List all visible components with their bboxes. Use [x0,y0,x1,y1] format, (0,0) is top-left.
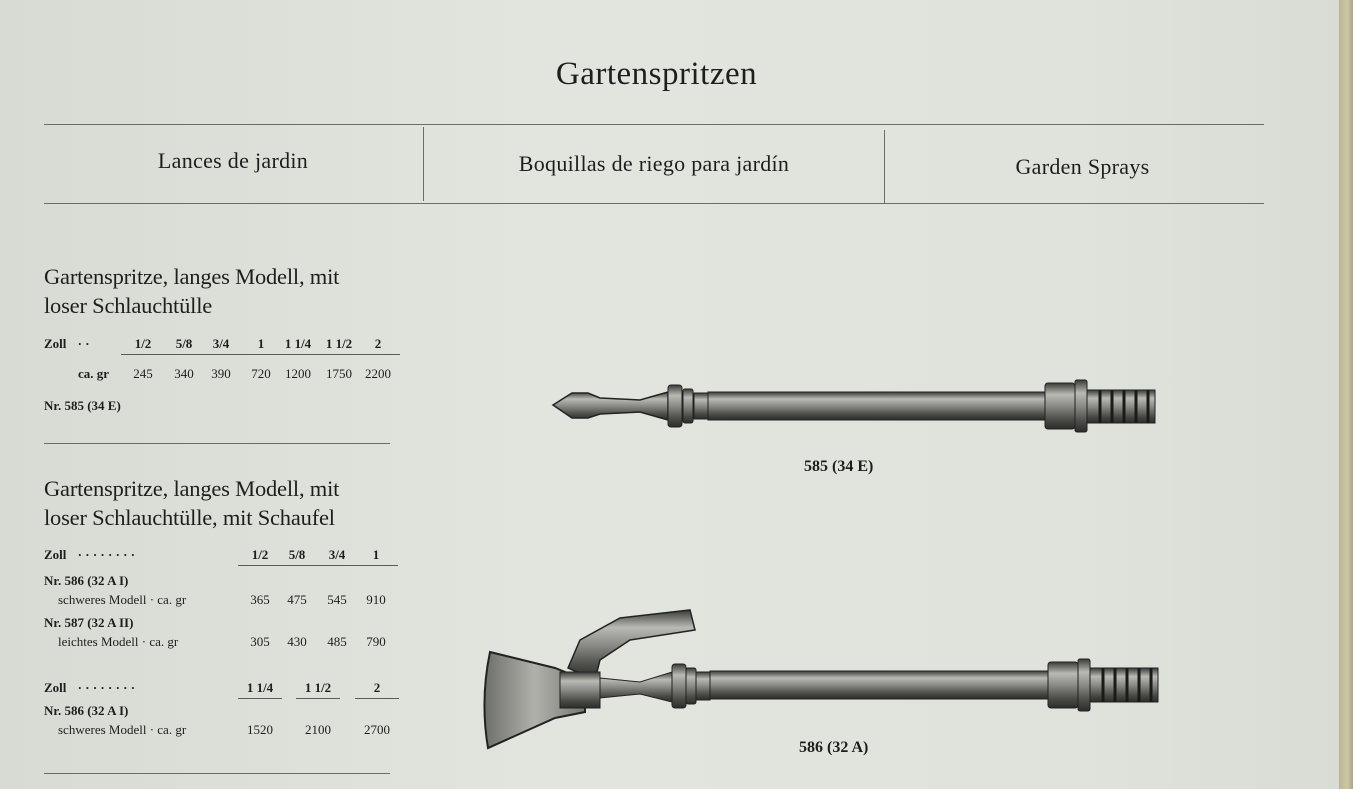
weight-cell: 485 [327,634,347,649]
weight-cell: 365 [250,592,270,607]
caption-585: 585 (34 E) [804,458,874,475]
weight-cell: 340 [174,366,194,381]
header-spanish: Boquillas de riego para jardín [518,151,790,176]
weight-cell: 475 [287,592,307,607]
product-586-title-line-1: Gartenspritze, langes Modell, mit [44,476,340,501]
product-586-nr-heavy-2: Nr. 586 (32 A I) [44,703,129,718]
product-585-title-line-2: loser Schlauchtülle [44,293,213,318]
size-dots: · · [77,336,90,351]
size-cell: 3/4 [315,547,359,566]
size-label: Zoll [44,547,67,562]
size-cell: 1 1/4 [276,336,320,355]
size-cell: 5/8 [162,336,206,355]
size-dots: · · · · · · · · [77,547,136,562]
size-cell: 1 1/2 [296,680,340,699]
weight-cell: 1200 [285,366,311,381]
weight-cell: 1750 [326,366,352,381]
size-cell: 1 1/4 [238,680,282,699]
caption-586: 586 (32 A) [799,739,869,756]
header-english: Garden Sprays [1015,154,1150,179]
weight-cell: 2700 [364,722,390,737]
weight-cell: 390 [211,366,231,381]
size-cell: 2 [356,336,400,355]
size-label: Zoll [44,680,67,695]
size-cell: 3/4 [199,336,243,355]
weight-cell: 430 [287,634,307,649]
product-586-title-line-2: loser Schlauchtülle, mit Schaufel [44,505,335,530]
weight-cell: 720 [251,366,271,381]
product-586-heavy-label-2: schweres Modell · ca. gr [58,722,187,737]
size-label: Zoll [44,336,67,351]
header-french: Lances de jardin [157,148,309,173]
spray-586-image [484,610,1158,748]
product-587-nr-light: Nr. 587 (32 A II) [44,615,134,630]
size-cell: 5/8 [275,547,319,566]
size-cell: 1/2 [238,547,282,566]
size-cell: 1 [239,336,283,355]
product-586-heavy-label: schweres Modell · ca. gr [58,592,187,607]
weight-cell: 790 [366,634,386,649]
weight-cell: 910 [366,592,386,607]
product-585-weight-label: ca. gr [78,366,110,381]
spray-585-image [553,380,1155,432]
weight-cell: 245 [133,366,153,381]
product-585-nr: Nr. 585 (34 E) [44,398,121,413]
size-dots: · · · · · · · · [77,680,136,695]
size-cell: 1 [354,547,398,566]
weight-cell: 1520 [247,722,273,737]
product-585-title-line-1: Gartenspritze, langes Modell, mit [44,264,340,289]
page-title: Gartenspritzen [555,56,758,92]
size-cell: 1 1/2 [317,336,361,355]
product-586-nr-heavy: Nr. 586 (32 A I) [44,573,129,588]
size-cell: 2 [355,680,399,699]
product-587-light-label: leichtes Modell · ca. gr [58,634,179,649]
weight-cell: 2200 [365,366,391,381]
weight-cell: 305 [250,634,270,649]
size-cell: 1/2 [121,336,165,355]
weight-cell: 2100 [305,722,331,737]
weight-cell: 545 [327,592,347,607]
